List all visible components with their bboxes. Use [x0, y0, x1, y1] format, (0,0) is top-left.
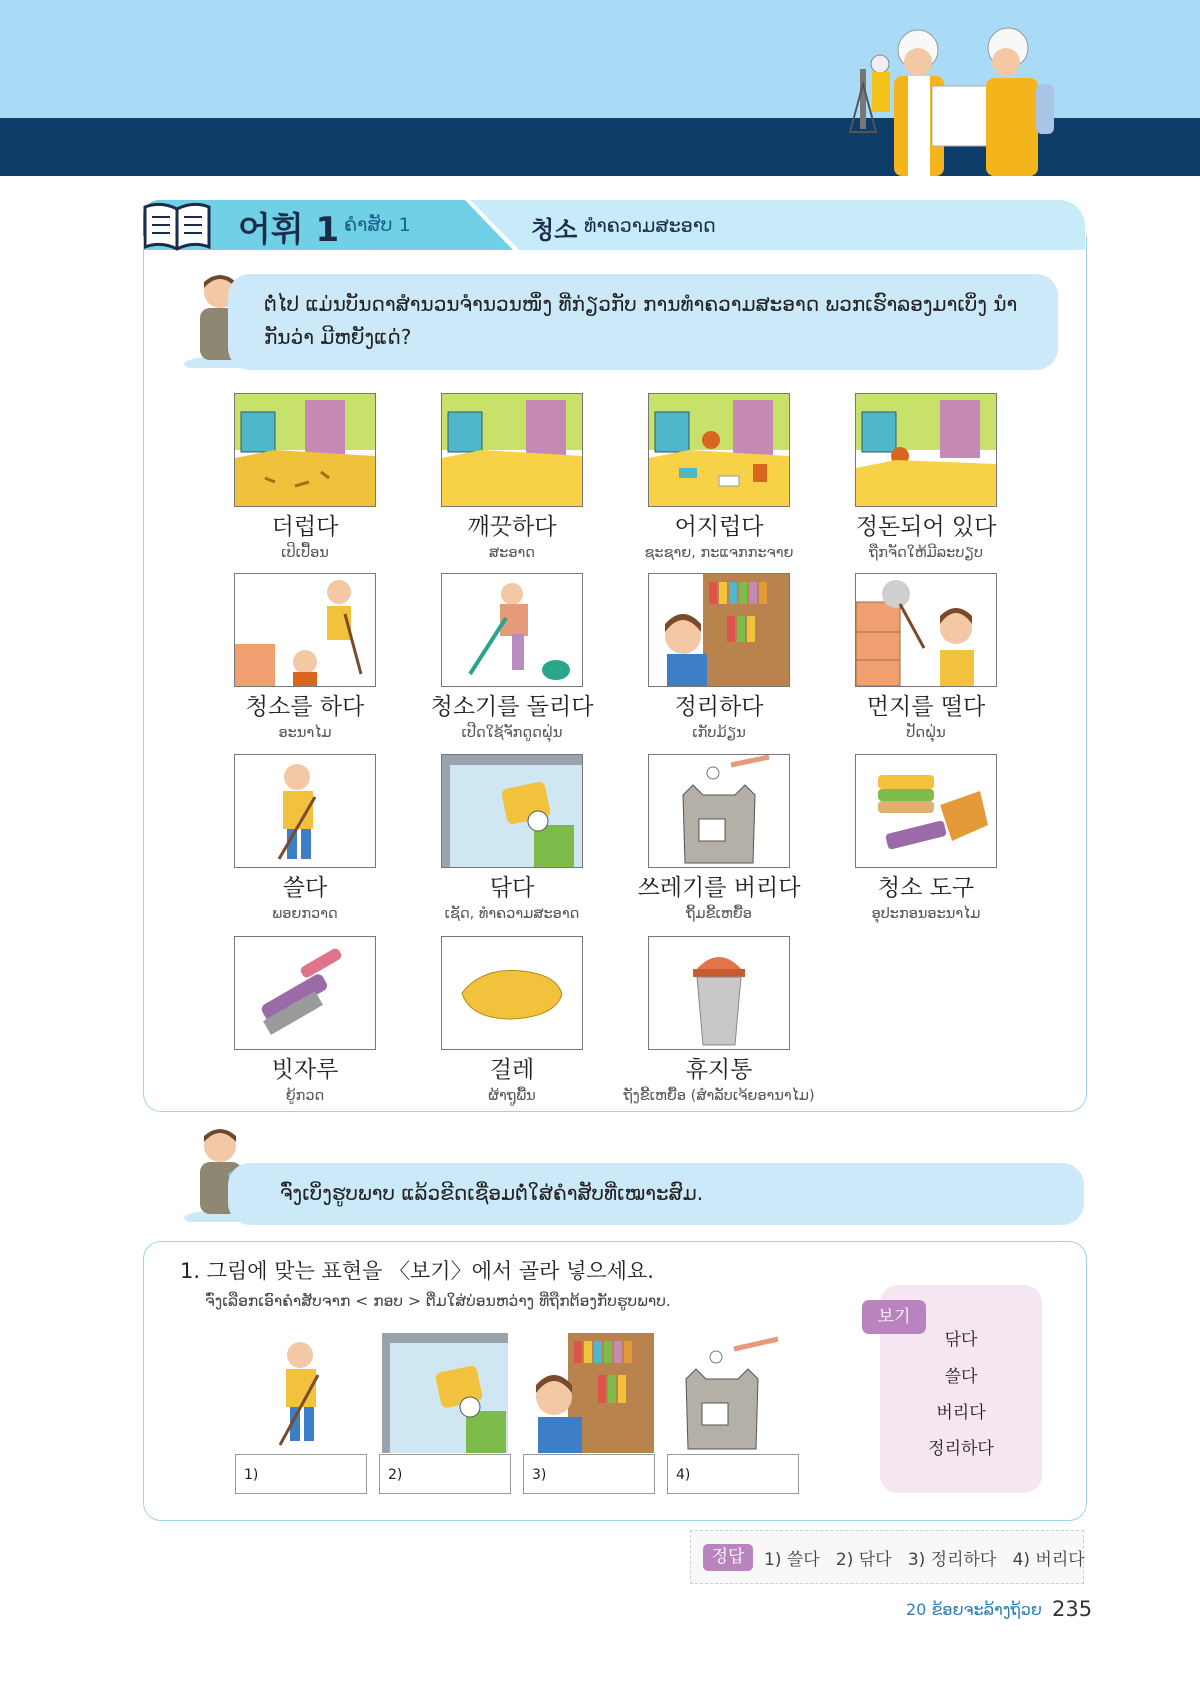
vocab-item [821, 393, 1031, 563]
vocab-picture-clean [441, 393, 583, 507]
topic-title: 청소 [531, 216, 578, 244]
answer-field[interactable]: 1) [235, 1454, 367, 1494]
vocab-picture-vacuum [441, 573, 583, 687]
vocab-lao: ເກັບມ້ຽນ [692, 725, 746, 741]
answer-field[interactable]: 2) [379, 1454, 511, 1494]
exercise-instruction: ຈົ່ງເລືອກເອົາຄຳສັບຈາກ < ກອບ > ຕື່ມໃສ່ບ່ອນຫວ່າງ ທີ່ຖືກຕ້ອງກັບຮູບພາບ. [205, 1292, 671, 1310]
vocab-item [614, 573, 824, 743]
vocab-picture-broom [234, 936, 376, 1050]
vocab-korean: 쓸다 [282, 875, 328, 901]
vocab-lao: ສະອາດ [488, 545, 536, 561]
vocab-item [614, 936, 824, 1106]
vocab-korean: 청소기를 돌리다 [430, 694, 594, 720]
page-number: 235 [1052, 1597, 1093, 1621]
vocab-korean: 걸레 [489, 1057, 535, 1083]
vocab-picture-messy [648, 393, 790, 507]
vocab-item [407, 936, 617, 1106]
exercise-picture-sweep [244, 1333, 370, 1453]
vocab-picture-wipe [441, 754, 583, 868]
answer-key-label: 정답 [703, 1544, 753, 1571]
vocab-item [821, 573, 1031, 743]
vocab-korean: 정돈되어 있다 [855, 514, 997, 540]
vocab-korean: 빗자루 [271, 1057, 339, 1083]
word-bank-item: 정리하다 [928, 1439, 994, 1459]
vocab-lao: ຍູ້ກວດ [285, 1088, 325, 1104]
vocab-item [407, 573, 617, 743]
vocab-item [200, 936, 410, 1106]
vocab-item [407, 754, 617, 924]
chapter-footer: 20 ຂ້ອຍຈະລ້າງຖ້ວຍ [906, 1600, 1042, 1619]
section-title: 어휘 1 [238, 210, 340, 250]
vocab-picture-sweep [234, 754, 376, 868]
exercise-picture-trash [672, 1333, 798, 1453]
vocab-picture-tidy [855, 393, 997, 507]
exercise-title: 1. 그림에 맞는 표현을 〈보기〉에서 골라 넣으세요. [180, 1259, 654, 1283]
vocab-item [614, 754, 824, 924]
answer-field[interactable]: 4) [667, 1454, 799, 1494]
vocab-item [200, 573, 410, 743]
vocab-item [200, 393, 410, 563]
vocab-lao: ຖັງຂີ້ເຫຍື້ອ (ສຳລັບເຈ້ຍອານາໄມ) [623, 1088, 815, 1104]
intro-text: ຕໍ່ໄປ ແມ່ນບັນດາສຳນວນຈຳນວນໜຶ່ງ ທີ່ກ່ຽວກັບ ການທຳຄວາມສະອາດ ພວກເຮົາລອງມາເບິ່ງ ນຳກັນວ່າ ມີຫຍັງແດ່? [264, 292, 1018, 349]
word-bank-label: 보기 [862, 1300, 926, 1334]
exercise-picture-organize [528, 1333, 654, 1453]
word-bank-item: 쓸다 [944, 1367, 978, 1387]
intro-speech-bubble [228, 274, 1058, 370]
vocab-lao: ເຊັດ, ທຳຄວາມສະອາດ [444, 906, 580, 922]
vocab-picture-trash-can [648, 936, 790, 1050]
vocab-lao: ເປີດໃຊ້ຈັກດູດຝຸ່ນ [461, 725, 563, 741]
vocab-picture-cleaning-tools [855, 754, 997, 868]
exercise-bubble-text: ຈົ່ງເບິ່ງຮູບພາບ ແລ້ວຂີດເຊື່ອມຕໍ່ໃສ່ຄຳສັບທີ່ເໝາະສົມ. [280, 1181, 704, 1205]
vocab-lao: ຖືກຈັດໃຫ້ມີລະບຽບ [868, 545, 984, 561]
exercise-picture-wipe [382, 1333, 508, 1453]
vocab-lao: ປັດຝຸ່ນ [906, 725, 946, 741]
vocab-picture-rag [441, 936, 583, 1050]
vocab-lao: ຜ້າຖູພື້ນ [488, 1088, 536, 1104]
vocab-picture-cleaning [234, 573, 376, 687]
vocab-korean: 정리하다 [674, 694, 764, 720]
word-bank-item: 닦다 [944, 1330, 978, 1350]
vocab-picture-organize [648, 573, 790, 687]
vocab-picture-dirty [234, 393, 376, 507]
vocab-item [200, 754, 410, 924]
answer-field[interactable]: 3) [523, 1454, 655, 1494]
vocab-item [614, 393, 824, 563]
vocab-korean: 더럽다 [271, 514, 339, 540]
exercise-speech-bubble [228, 1163, 1084, 1225]
vocab-picture-dusting [855, 573, 997, 687]
vocab-lao: ເປິເປື້ອນ [281, 545, 329, 561]
vocab-lao: ພອຍກວາດ [272, 906, 338, 922]
workers-illustration [840, 14, 1080, 176]
vocab-lao: ອະນາໄມ [278, 725, 332, 741]
vocab-korean: 청소를 하다 [245, 694, 365, 720]
word-bank-item: 버리다 [936, 1403, 986, 1423]
answer-key-text: 1) 쓸다 2) 닦다 3) 정리하다 4) 버리다 [764, 1550, 1085, 1570]
vocab-korean: 먼지를 떨다 [866, 694, 986, 720]
vocab-korean: 청소 도구 [877, 875, 975, 901]
topic-subtitle: ທຳຄວາມສະອາດ [584, 215, 716, 237]
vocab-picture-trash [648, 754, 790, 868]
section-subtitle: ຄຳສັບ 1 [344, 214, 411, 236]
vocab-korean: 어지럽다 [674, 514, 764, 540]
vocab-item [407, 393, 617, 563]
vocab-lao: ຊະຊາຍ, ກະແຈກກະຈາຍ [644, 545, 794, 561]
vocab-korean: 깨끗하다 [467, 514, 557, 540]
vocab-korean: 휴지통 [685, 1057, 753, 1083]
vocab-lao: ອຸປະກອນອະນາໄມ [871, 906, 981, 922]
vocab-korean: 닦다 [489, 875, 535, 901]
vocab-item [821, 754, 1031, 924]
vocab-lao: ຖິ້ມຂີ້ເຫຍື້ອ [686, 906, 752, 922]
vocab-korean: 쓰레기를 버리다 [637, 875, 801, 901]
